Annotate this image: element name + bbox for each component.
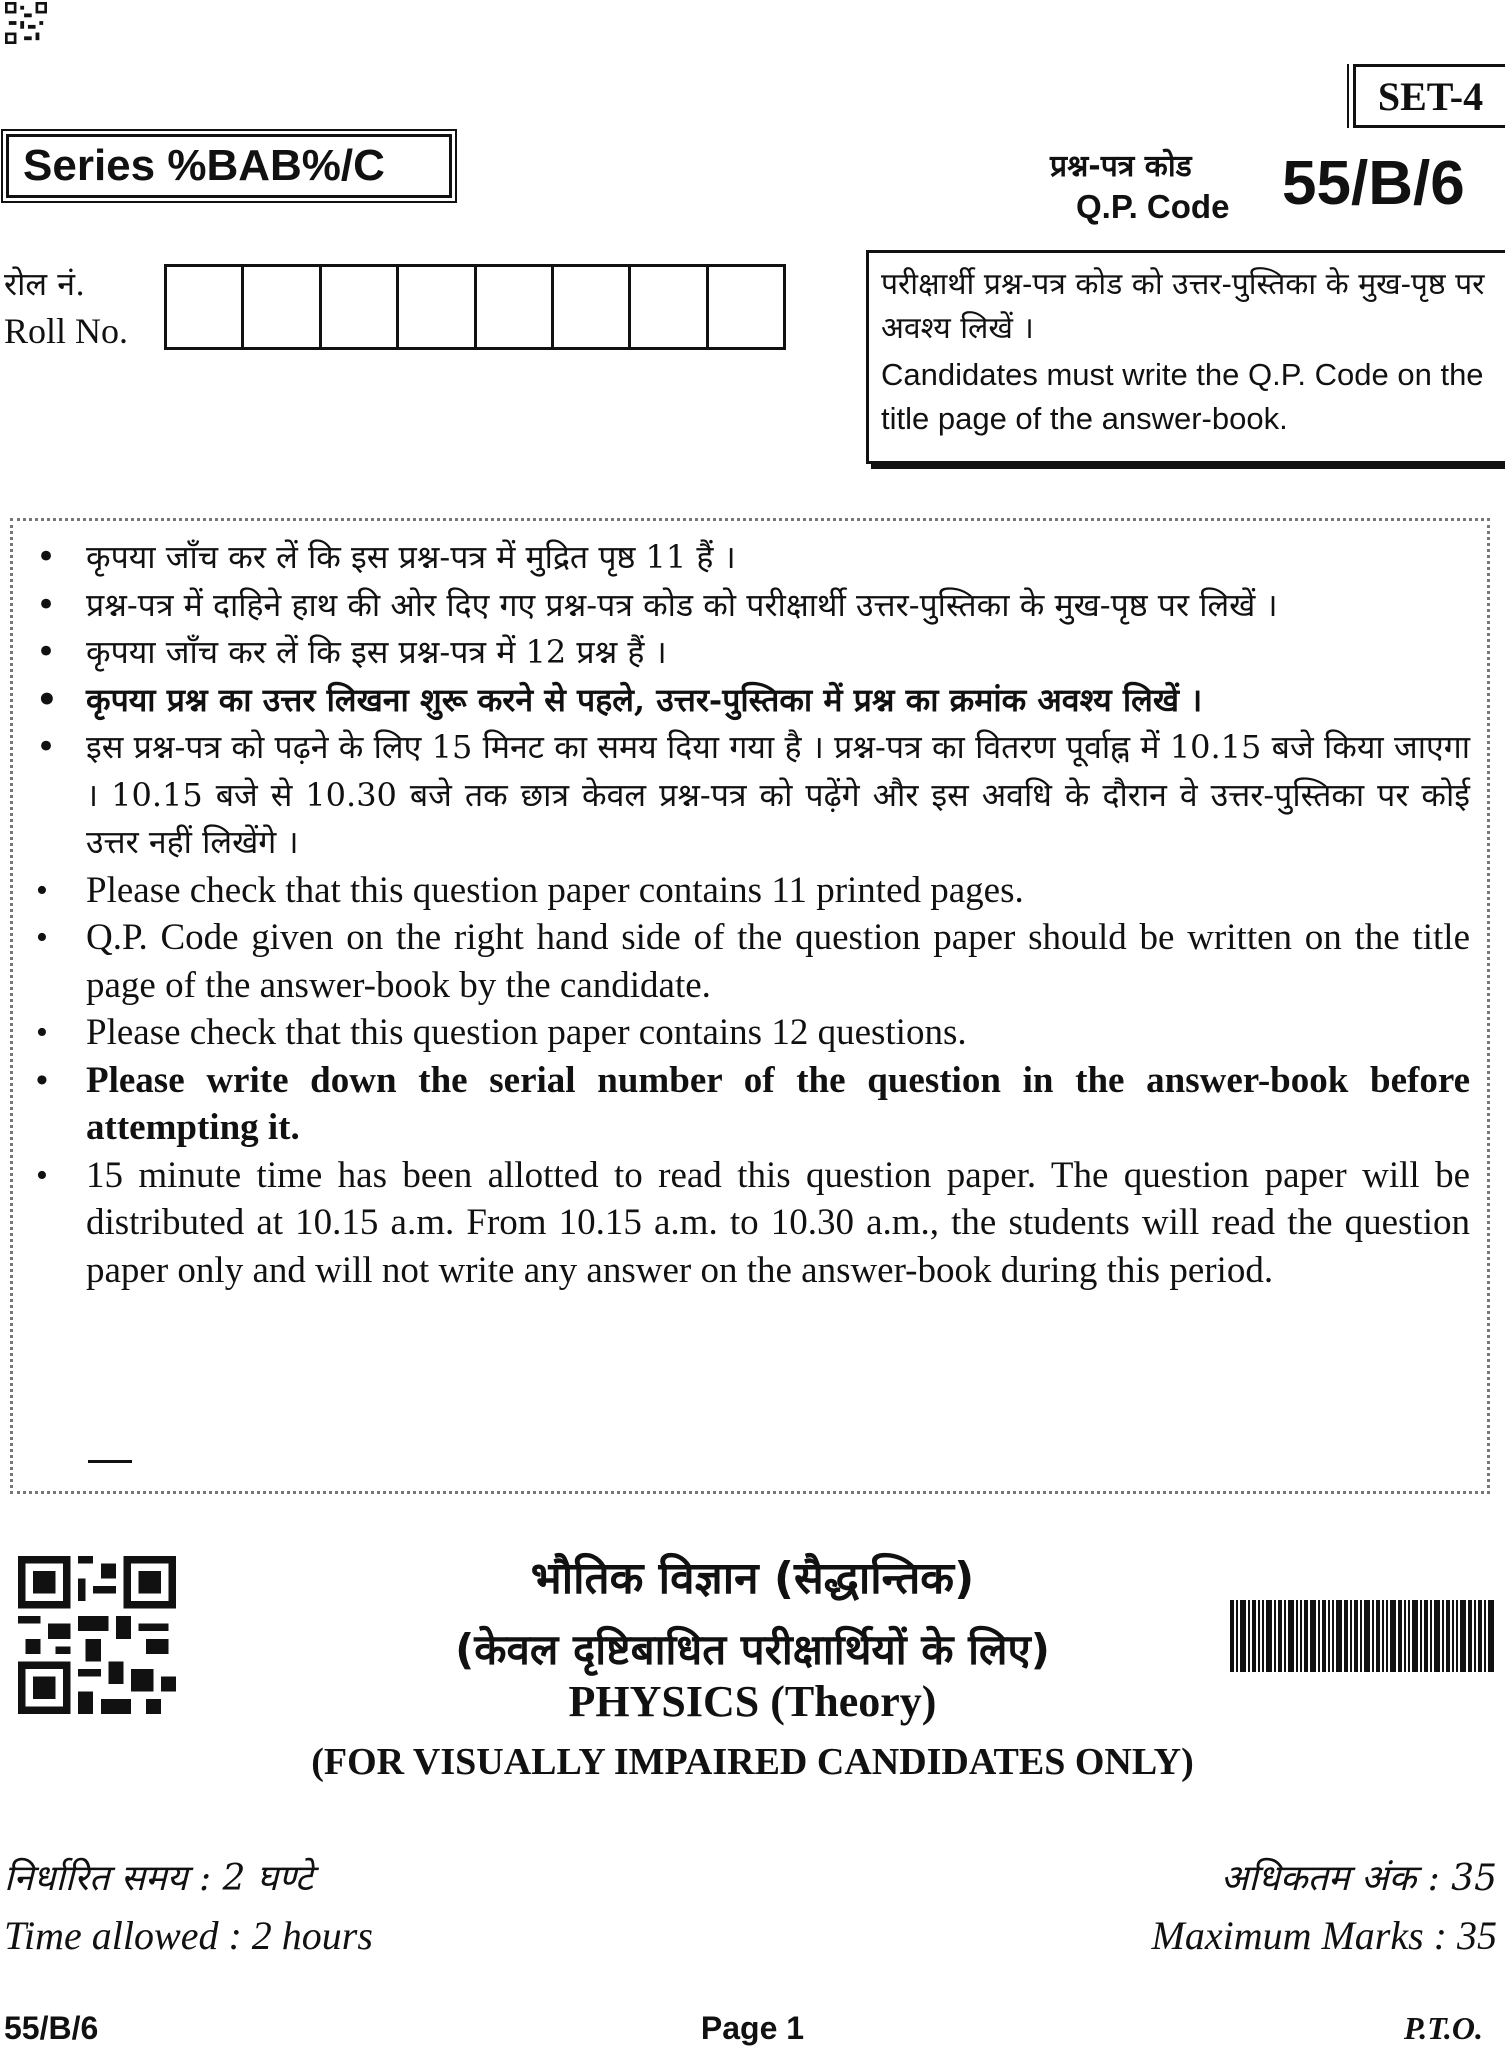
roll-digit-box[interactable] <box>399 267 476 347</box>
subject-title-hindi: भौतिक विज्ञान (सैद्धान्तिक) <box>530 1553 975 1604</box>
subject-title: PHYSICS (Theory) <box>568 1677 937 1726</box>
maximum-marks-hindi: अधिकतम अंक : 35 <box>1220 1858 1497 1899</box>
roll-digit-box[interactable] <box>631 267 708 347</box>
instruction-item: • कृपया जाँच कर लें कि इस प्रश्न-पत्र में मुद्रित पृष्ठ 11 हैं । <box>30 534 1470 582</box>
roll-digit-box[interactable] <box>554 267 631 347</box>
instruction-item: • 15 minute time has been allotted to read this question paper. The question paper will be distributed at 10.15 a.m. From 10.15 a.m. to 10.30 a.m., the students will read the question paper only and will not write any answer on the answer-book during this period. <box>30 1152 1470 1295</box>
instruction-item: • Please check that this question paper contains 11 printed pages. <box>30 867 1470 915</box>
roll-digit-box[interactable] <box>477 267 554 347</box>
roll-digit-box[interactable] <box>244 267 321 347</box>
instruction-item: • प्रश्न-पत्र में दाहिने हाथ की ओर दिए गए प्रश्न-पत्र कोड को परीक्षार्थी उत्तर-पुस्तिका के मुख-पृष्ठ पर लिखें । <box>30 582 1470 630</box>
roll-digit-box[interactable] <box>322 267 399 347</box>
footer-page-number: Page 1 <box>700 2010 805 2046</box>
instruction-item: • कृपया जाँच कर लें कि इस प्रश्न-पत्र में 12 प्रश्न हैं । <box>30 629 1470 677</box>
roll-digit-box[interactable] <box>167 267 244 347</box>
instruction-item: • कृपया प्रश्न का उत्तर लिखना शुरू करने से पहले, उत्तर-पुस्तिका में प्रश्न का क्रमांक अवश्य लिखें । <box>30 677 1470 725</box>
candidate-note-box <box>866 250 1505 464</box>
instruction-item: • इस प्रश्न-पत्र को पढ़ने के लिए 15 मिनट का समय दिया गया है । प्रश्न-पत्र का वितरण पूर्वाह्न में 10.15 बजे किया जाएगा । 10.15 बजे से 10.30 बजे तक छात्र केवल प्रश्न-पत्र को पढ़ेंगे और इस अवधि के दौरान वे उत्तर-पुस्तिका पर कोई उत्तर नहीं लिखेंगे । <box>30 724 1470 867</box>
qp-code: 55/B/6 <box>1282 149 1465 218</box>
small-qr-code-icon <box>4 2 48 44</box>
candidate-note-hindi: परीक्षार्थी प्रश्न-पत्र कोड को उत्तर-पुस्तिका के मुख-पृष्ठ पर अवश्य लिखें । <box>881 267 1485 346</box>
instruction-item: • Please check that this question paper contains 12 questions. <box>30 1009 1470 1057</box>
time-allowed: Time allowed : 2 hours <box>4 1913 373 1958</box>
roll-number-boxes[interactable] <box>164 264 786 350</box>
qp-code-label-hindi: प्रश्न-पत्र कोड <box>1050 149 1192 184</box>
instructions-list <box>30 534 1470 1294</box>
instruction-item: • Please write down the serial number of the question in the answer-book before attempting it. <box>30 1057 1470 1152</box>
roll-digit-box[interactable] <box>709 267 783 347</box>
roll-label: Roll No. <box>4 311 129 351</box>
roll-label-hindi: रोल नं. <box>4 265 86 303</box>
instruction-item: • Q.P. Code given on the right hand side of the question paper should be written on the title page of the answer-book by the candidate. <box>30 914 1470 1009</box>
footer-pto: P.T.O. <box>1403 2010 1483 2046</box>
footer-code: 55/B/6 <box>4 2010 99 2046</box>
time-allowed-hindi: निर्धारित समय : 2 घण्टे <box>4 1858 314 1899</box>
series-label: Series %BAB%/C <box>6 134 452 198</box>
candidate-note: Candidates must write the Q.P. Code on the title page of the answer-book. <box>881 357 1484 436</box>
subject-subtitle-hindi: (केवल दृष्टिबाधित परीक्षार्थियों के लिए) <box>455 1625 1050 1674</box>
subject-subtitle: (FOR VISUALLY IMPAIRED CANDIDATES ONLY) <box>311 1741 1194 1783</box>
qp-code-label: Q.P. Code <box>1076 188 1230 225</box>
end-dash <box>88 1460 132 1463</box>
set-label: SET-4 <box>1353 64 1505 128</box>
maximum-marks: Maximum Marks : 35 <box>1151 1913 1497 1958</box>
